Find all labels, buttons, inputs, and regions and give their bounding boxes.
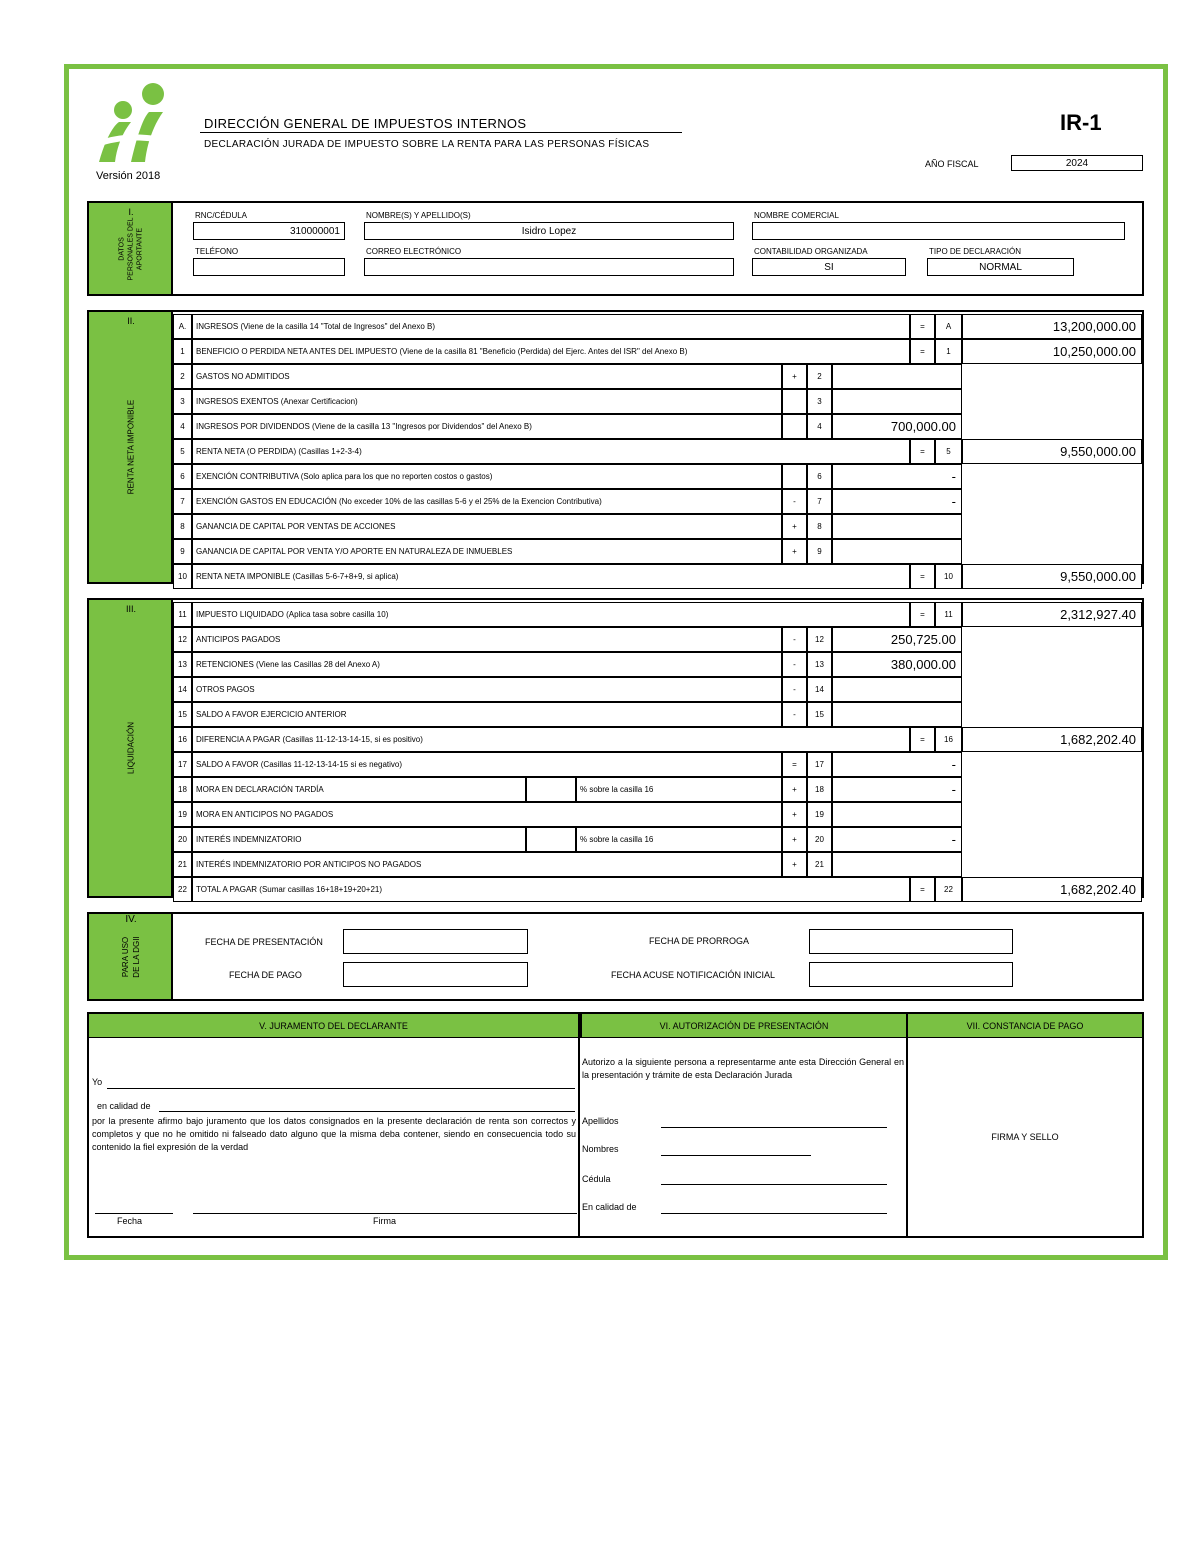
section-number: IV. [125, 914, 137, 925]
line-description: OTROS PAGOS [192, 677, 782, 702]
phone-field[interactable] [193, 258, 345, 276]
declaration-type-label: TIPO DE DECLARACIÓN [929, 247, 1022, 256]
line-value-field[interactable] [832, 852, 962, 877]
operator-box: = [910, 727, 935, 752]
line-value-field[interactable]: 1,682,202.40 [962, 877, 1142, 902]
operator-box [782, 464, 807, 489]
section-number: III. [125, 604, 136, 614]
box-code: 2 [807, 364, 832, 389]
line-value-field[interactable]: 380,000.00 [832, 652, 962, 677]
line-description: RETENCIONES (Viene las Casillas 28 del Anexo A) [192, 652, 782, 677]
box-code: 8 [807, 514, 832, 539]
line-number: 1 [173, 339, 192, 364]
line-value-field[interactable] [832, 364, 962, 389]
accounting-field[interactable]: SI [752, 258, 906, 276]
fiscal-year-label: AÑO FISCAL [925, 159, 979, 169]
section-net-taxable-income [87, 310, 1144, 584]
oath-yo-label: Yo [92, 1077, 103, 1087]
date-line[interactable] [95, 1213, 173, 1214]
extension-date-field[interactable] [809, 929, 1013, 954]
operator-box [782, 414, 807, 439]
box-code: 6 [807, 464, 832, 489]
names-line[interactable] [661, 1155, 811, 1156]
line-description: ANTICIPOS PAGADOS [192, 627, 782, 652]
section-sidebar [89, 914, 173, 999]
line-number: 5 [173, 439, 192, 464]
oath-capacity-label: en calidad de [97, 1101, 151, 1111]
line-value-field[interactable]: 9,550,000.00 [962, 564, 1142, 589]
declaration-type-field[interactable]: NORMAL [927, 258, 1074, 276]
line-value-field[interactable]: 700,000.00 [832, 414, 962, 439]
line-description: SALDO A FAVOR (Casillas 11-12-13-14-15 si es negativo) [192, 752, 782, 777]
presentation-date-label: FECHA DE PRESENTACIÓN [205, 937, 323, 947]
box-code: 22 [935, 877, 962, 902]
line-value-field[interactable] [832, 802, 962, 827]
line-number: 17 [173, 752, 192, 777]
line-number: 2 [173, 364, 192, 389]
box-code: 14 [807, 677, 832, 702]
box-code: 13 [807, 652, 832, 677]
line-description: MORA EN ANTICIPOS NO PAGADOS [192, 802, 782, 827]
line-description: INGRESOS (Viene de la casilla 14 "Total de Ingresos" del Anexo B) [192, 314, 910, 339]
line-description: GANANCIA DE CAPITAL POR VENTAS DE ACCIONES [192, 514, 782, 539]
payment-date-label: FECHA DE PAGO [229, 970, 302, 980]
line-number: 18 [173, 777, 192, 802]
operator-box: + [782, 777, 807, 802]
form-subtitle: DECLARACIÓN JURADA DE IMPUESTO SOBRE LA RENTA PARA LAS PERSONAS FÍSICAS [204, 139, 650, 150]
line-number: 6 [173, 464, 192, 489]
operator-box: = [910, 877, 935, 902]
date-label: Fecha [117, 1216, 143, 1226]
name-field[interactable]: Isidro Lopez [364, 222, 734, 240]
box-code: 15 [807, 702, 832, 727]
section-oath-authorization-payment [87, 1012, 1144, 1238]
version-label: Versión 2018 [96, 170, 161, 182]
line-number: 20 [173, 827, 192, 852]
operator-box: + [782, 802, 807, 827]
section-liquidation [87, 598, 1144, 898]
line-value-field[interactable]: - [832, 827, 962, 852]
line-number: 3 [173, 389, 192, 414]
operator-box: = [910, 314, 935, 339]
extension-date-label: FECHA DE PRORROGA [649, 936, 750, 946]
authorization-header: VI. AUTORIZACIÓN DE PRESENTACIÓN [580, 1014, 906, 1038]
percentage-input[interactable] [526, 777, 576, 802]
line-description: EXENCIÓN CONTRIBUTIVA (Solo aplica para los que no reporten costos o gastos) [192, 464, 782, 489]
section-title: LIQUIDACIÓN [126, 721, 136, 775]
phone-label: TELÉFONO [195, 247, 239, 256]
box-code: 1 [935, 339, 962, 364]
email-label: CORREO ELECTRÓNICO [366, 247, 462, 256]
title-underline [200, 132, 682, 133]
notification-date-label: FECHA ACUSE NOTIFICACIÓN INICIAL [611, 970, 776, 980]
box-code: 18 [807, 777, 832, 802]
operator-box: = [782, 752, 807, 777]
box-code: 21 [807, 852, 832, 877]
line-number: 13 [173, 652, 192, 677]
rnc-label: RNC/CÉDULA [195, 211, 248, 220]
line-value-field[interactable] [832, 702, 962, 727]
line-number: 15 [173, 702, 192, 727]
line-description: BENEFICIO O PERDIDA NETA ANTES DEL IMPUESTO (Viene de la casilla 81 "Beneficio (Perdida) del Ejerc. Antes del ISR" del Anexo B) [192, 339, 910, 364]
authorization-text: Autorizo a la siguiente persona a representarme ante esta Dirección General en la presentación y trámite de esta Declaración Jurada [582, 1057, 904, 1080]
operator-box: - [782, 702, 807, 727]
line-value-field[interactable]: - [832, 752, 962, 777]
box-code: 12 [807, 627, 832, 652]
capacity-label: En calidad de [582, 1202, 637, 1212]
surnames-label: Apellidos [582, 1116, 619, 1126]
line-description: IMPUESTO LIQUIDADO (Aplica tasa sobre casilla 10) [192, 602, 910, 627]
box-code: 17 [807, 752, 832, 777]
percentage-input[interactable] [526, 827, 576, 852]
line-description: INTERÉS INDEMNIZATORIO POR ANTICIPOS NO PAGADOS [192, 852, 782, 877]
box-code: 19 [807, 802, 832, 827]
line-description: GANANCIA DE CAPITAL POR VENTA Y/O APORTE EN NATURALEZA DE INMUEBLES [192, 539, 782, 564]
id-label: Cédula [582, 1174, 611, 1184]
line-value-field[interactable] [832, 677, 962, 702]
operator-box: = [910, 439, 935, 464]
name-label: NOMBRE(S) Y APELLIDO(S) [366, 211, 471, 220]
line-description: RENTA NETA (O PERDIDA) (Casillas 1+2-3-4) [192, 439, 910, 464]
line-description: TOTAL A PAGAR (Sumar casillas 16+18+19+20+21) [192, 877, 910, 902]
commercial-name-field[interactable] [752, 222, 1125, 240]
surnames-line[interactable] [661, 1127, 887, 1128]
section-sidebar [89, 203, 173, 294]
line-description: DIFERENCIA A PAGAR (Casillas 11-12-13-14-15, si es positivo) [192, 727, 910, 752]
rnc-field[interactable]: 310000001 [193, 222, 345, 240]
operator-box: = [910, 339, 935, 364]
box-code: 16 [935, 727, 962, 752]
signature-label: Firma [373, 1216, 396, 1226]
presentation-date-field[interactable] [343, 929, 528, 954]
notification-date-field[interactable] [809, 962, 1013, 987]
oath-capacity-line[interactable] [159, 1111, 575, 1112]
section-sidebar [89, 600, 173, 896]
line-description: INTERÉS INDEMNIZATORIO [192, 827, 526, 852]
payment-proof-header: VII. CONSTANCIA DE PAGO [906, 1014, 1142, 1038]
oath-text: por la presente afirmo bajo juramento que los datos consignados en la presente declaración de renta son correctos y completos y que no he omitido ni falseado dato alguno que la misma deba contener, siendo en consecuencia todo su contenido la fiel expresión de la verdad [92, 1116, 576, 1152]
names-label: Nombres [582, 1144, 619, 1154]
line-description: SALDO A FAVOR EJERCICIO ANTERIOR [192, 702, 782, 727]
signature-line[interactable] [193, 1213, 577, 1214]
line-number: 4 [173, 414, 192, 439]
section-number: I. [128, 207, 134, 217]
agency-title: DIRECCIÓN GENERAL DE IMPUESTOS INTERNOS [204, 116, 527, 131]
operator-box: - [782, 489, 807, 514]
line-description: RENTA NETA IMPONIBLE (Casillas 5-6-7+8+9, si aplica) [192, 564, 910, 589]
line-value-field[interactable]: 13,200,000.00 [962, 314, 1142, 339]
section-sidebar [89, 312, 173, 582]
operator-box [782, 389, 807, 414]
line-description: MORA EN DECLARACIÓN TARDÍA [192, 777, 526, 802]
line-number: 9 [173, 539, 192, 564]
box-code: 10 [935, 564, 962, 589]
operator-box: + [782, 852, 807, 877]
line-value-field[interactable]: - [832, 489, 962, 514]
line-value-field[interactable] [832, 389, 962, 414]
operator-box: = [910, 564, 935, 589]
box-code: 9 [807, 539, 832, 564]
section-number: II. [127, 316, 135, 326]
box-code: 11 [935, 602, 962, 627]
line-description: EXENCIÓN GASTOS EN EDUCACIÓN (No exceder 10% de las casillas 5-6 y el 25% de la Exencion Contributiva) [192, 489, 782, 514]
box-code: 5 [935, 439, 962, 464]
form-code: IR-1 [1060, 110, 1102, 135]
box-code: 4 [807, 414, 832, 439]
line-number: 11 [173, 602, 192, 627]
commercial-name-label: NOMBRE COMERCIAL [754, 211, 839, 220]
box-code: 3 [807, 389, 832, 414]
line-value-field[interactable]: 9,550,000.00 [962, 439, 1142, 464]
section-title: DATOS PERSONALES DEL APORTANTE [118, 216, 144, 281]
line-number: 10 [173, 564, 192, 589]
line-number: A. [173, 314, 192, 339]
oath-header: V. JURAMENTO DEL DECLARANTE [89, 1014, 578, 1038]
line-description: INGRESOS POR DIVIDENDOS (Viene de la casilla 13 "Ingresos por Dividendos" del Anexo B) [192, 414, 782, 439]
box-code: 7 [807, 489, 832, 514]
line-value-field[interactable]: - [832, 777, 962, 802]
oath-name-line[interactable] [107, 1088, 575, 1089]
line-value-field[interactable] [832, 539, 962, 564]
box-code: 20 [807, 827, 832, 852]
line-value-field[interactable]: 250,725.00 [832, 627, 962, 652]
section-personal-data [87, 201, 1144, 296]
accounting-label: CONTABILIDAD ORGANIZADA [754, 247, 868, 256]
percentage-label: % sobre la casilla 16 [576, 827, 782, 852]
line-value-field[interactable]: 10,250,000.00 [962, 339, 1142, 364]
line-number: 16 [173, 727, 192, 752]
line-number: 8 [173, 514, 192, 539]
line-value-field[interactable]: 2,312,927.40 [962, 602, 1142, 627]
line-description: GASTOS NO ADMITIDOS [192, 364, 782, 389]
operator-box: - [782, 652, 807, 677]
line-value-field[interactable]: 1,682,202.40 [962, 727, 1142, 752]
line-number: 14 [173, 677, 192, 702]
line-number: 19 [173, 802, 192, 827]
stamp-label: FIRMA Y SELLO [991, 1132, 1059, 1142]
line-description: INGRESOS EXENTOS (Anexar Certificacion) [192, 389, 782, 414]
email-field[interactable] [364, 258, 734, 276]
operator-box: + [782, 539, 807, 564]
fiscal-year-field[interactable]: 2024 [1011, 155, 1143, 171]
column-divider [906, 1014, 908, 1236]
line-number: 7 [173, 489, 192, 514]
id-line[interactable] [661, 1184, 887, 1185]
section-title: PARA USO DE LA DGII [121, 935, 141, 978]
percentage-label: % sobre la casilla 16 [576, 777, 782, 802]
operator-box: + [782, 364, 807, 389]
line-value-field[interactable] [832, 514, 962, 539]
line-value-field[interactable]: - [832, 464, 962, 489]
box-code: A [935, 314, 962, 339]
dgii-logo [95, 82, 167, 164]
line-number: 21 [173, 852, 192, 877]
capacity-line[interactable] [661, 1213, 887, 1214]
column-divider [578, 1014, 580, 1236]
operator-box: - [782, 627, 807, 652]
line-number: 22 [173, 877, 192, 902]
operator-box: - [782, 677, 807, 702]
payment-date-field[interactable] [343, 962, 528, 987]
operator-box: = [910, 602, 935, 627]
section-title: RENTA NETA IMPONIBLE [126, 399, 136, 495]
operator-box: + [782, 514, 807, 539]
section-dgii-use [87, 912, 1144, 1001]
operator-box: + [782, 827, 807, 852]
line-number: 12 [173, 627, 192, 652]
